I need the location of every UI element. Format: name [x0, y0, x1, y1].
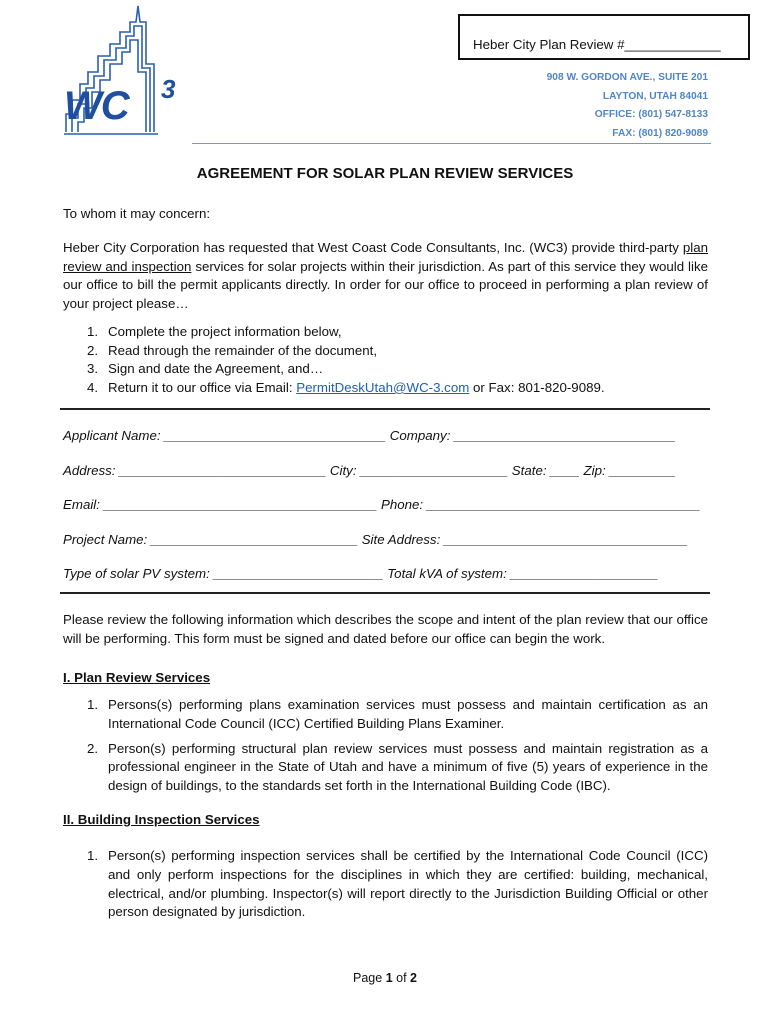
- intro-text: Heber City Corporation has requested that West Coast Code Consultants, Inc. (WC3) provide third-party: [63, 240, 683, 255]
- item-number: 4.: [87, 379, 99, 395]
- plan-review-number-box[interactable]: [458, 14, 750, 60]
- item-number: 1.: [87, 697, 99, 712]
- list-item: [87, 342, 605, 361]
- item-number: 1.: [87, 324, 99, 339]
- list-item: [87, 740, 708, 796]
- company-address: [547, 69, 708, 143]
- list-item: [87, 379, 605, 398]
- address-city-state-zip-row[interactable]: Address: ____________________________ City: ____________________ State: ____ Zip: _________: [63, 463, 676, 478]
- item-text: Complete the project information below,: [108, 324, 342, 339]
- office-phone: OFFICE: (801) 547-8133: [594, 109, 708, 121]
- item-text: Read through the remainder of the document,: [108, 342, 378, 358]
- logo-superscript: 3: [161, 74, 176, 104]
- list-item: [87, 696, 708, 734]
- item-text: Persons(s) performing plans examination services must possess and maintain certification as an International Code Council (ICC) Certified Building Plans Examiner.: [108, 697, 708, 731]
- item-number: 1.: [87, 848, 99, 863]
- page-footer: [0, 971, 770, 985]
- fax-number: FAX: (801) 820-9089: [612, 127, 708, 139]
- email-link[interactable]: PermitDeskUtah@WC-3.com: [296, 379, 470, 395]
- address-line: LAYTON, UTAH 84041: [602, 90, 708, 102]
- greeting: To whom it may concern:: [63, 206, 211, 221]
- address-line: 908 W. GORDON AVE., SUITE 201: [546, 72, 708, 83]
- intro-underlined: plan review and inspection: [63, 240, 708, 274]
- item-number: 3.: [87, 361, 99, 377]
- current-page: 1: [385, 971, 393, 985]
- email-phone-row[interactable]: Email: _____________________________________ Phone: _____________________________________: [63, 497, 701, 512]
- plan-review-label: Heber City Plan Review #_____________: [473, 37, 721, 52]
- section-heading: II. Building Inspection Services: [63, 812, 260, 827]
- plan-review-list: [87, 696, 708, 802]
- solar-system-row[interactable]: Type of solar PV system: _______________________ Total kVA of system: ____________________: [63, 566, 659, 581]
- item-text: Person(s) performing structural plan review services must possess and maintain registration as a professional engineer in the State of Utah and have a minimum of five (5) years of experience in the design of buildings, to the standards set forth in the International Building Code (IBC).: [108, 740, 708, 794]
- intro-text-cont: services for solar projects within their jurisdiction. As part of this service they would like our office to bill the permit applicants directly. In order for our office to proceed in performing a plan review of your project please…: [63, 258, 708, 311]
- item-text-cont: or Fax: 801-820-9089.: [469, 379, 605, 395]
- header-divider: [192, 143, 711, 144]
- instructions-list: [87, 323, 605, 397]
- item-text: Return it to our office via Email:: [108, 379, 297, 395]
- footer-text: of: [396, 971, 407, 985]
- item-text: Person(s) performing inspection services shall be certified by the International Code Council (ICC) and only perform inspections for the disciplines in which they are certified: building, mechanical, electrical, and/or plumbing. Inspector(s) will report directly to the Jurisdiction Building Official or other person designated by jurisdiction.: [108, 848, 708, 920]
- list-item: [87, 360, 605, 379]
- project-site-row[interactable]: Project Name: ____________________________ Site Address: _________________________________: [63, 532, 689, 547]
- intro-paragraph: [63, 239, 708, 313]
- item-number: 2.: [87, 342, 99, 358]
- footer-text: Page: [353, 971, 383, 985]
- item-text: Sign and date the Agreement, and…: [108, 361, 324, 377]
- item-number: 2.: [87, 740, 99, 756]
- total-pages: 2: [410, 971, 417, 985]
- section-heading: I. Plan Review Services: [63, 670, 211, 685]
- scope-paragraph: Please review the following information which describes the scope and intent of the plan review that our office will be performing. This form must be signed and dated before our office can begin the work.: [63, 612, 708, 646]
- list-item: [87, 847, 708, 922]
- document-title: AGREEMENT FOR SOLAR PLAN REVIEW SERVICES: [196, 165, 574, 182]
- inspection-list: [87, 847, 708, 928]
- logo-wordmark: WC: [64, 84, 129, 128]
- applicant-company-row[interactable]: Applicant Name: ______________________________ Company: ______________________________: [63, 428, 676, 443]
- form-bottom-divider: [60, 592, 710, 594]
- list-item: [87, 323, 605, 342]
- form-top-divider: [60, 408, 710, 410]
